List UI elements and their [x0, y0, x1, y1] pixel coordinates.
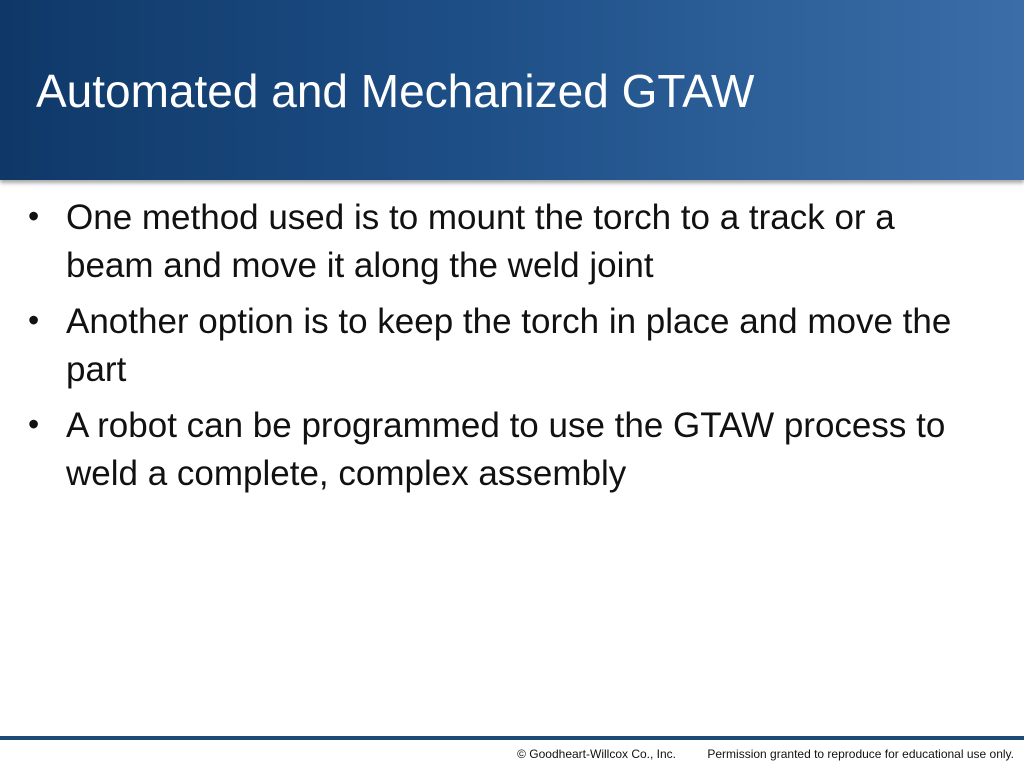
slide-title: Automated and Mechanized GTAW	[36, 65, 755, 117]
copyright-notice: © Goodheart-Willcox Co., Inc.	[517, 747, 677, 761]
bullet-list	[28, 194, 988, 506]
bullet-text: Another option is to keep the torch in place and move the part	[66, 302, 952, 389]
footer-divider	[0, 736, 1024, 740]
bullet-icon: •	[28, 198, 40, 234]
bullet-item	[28, 194, 988, 290]
title-banner	[0, 0, 1024, 180]
footer	[517, 747, 1014, 761]
permission-notice: Permission granted to reproduce for educational use only.	[707, 747, 1014, 761]
bullet-text: One method used is to mount the torch to a track or a beam and move it along the weld joint	[66, 198, 895, 285]
bullet-text: A robot can be programmed to use the GTAW process to weld a complete, complex assembly	[66, 406, 946, 493]
bullet-icon: •	[28, 302, 40, 338]
bullet-item	[28, 298, 988, 394]
bullet-icon: •	[28, 406, 40, 442]
bullet-item	[28, 402, 988, 498]
